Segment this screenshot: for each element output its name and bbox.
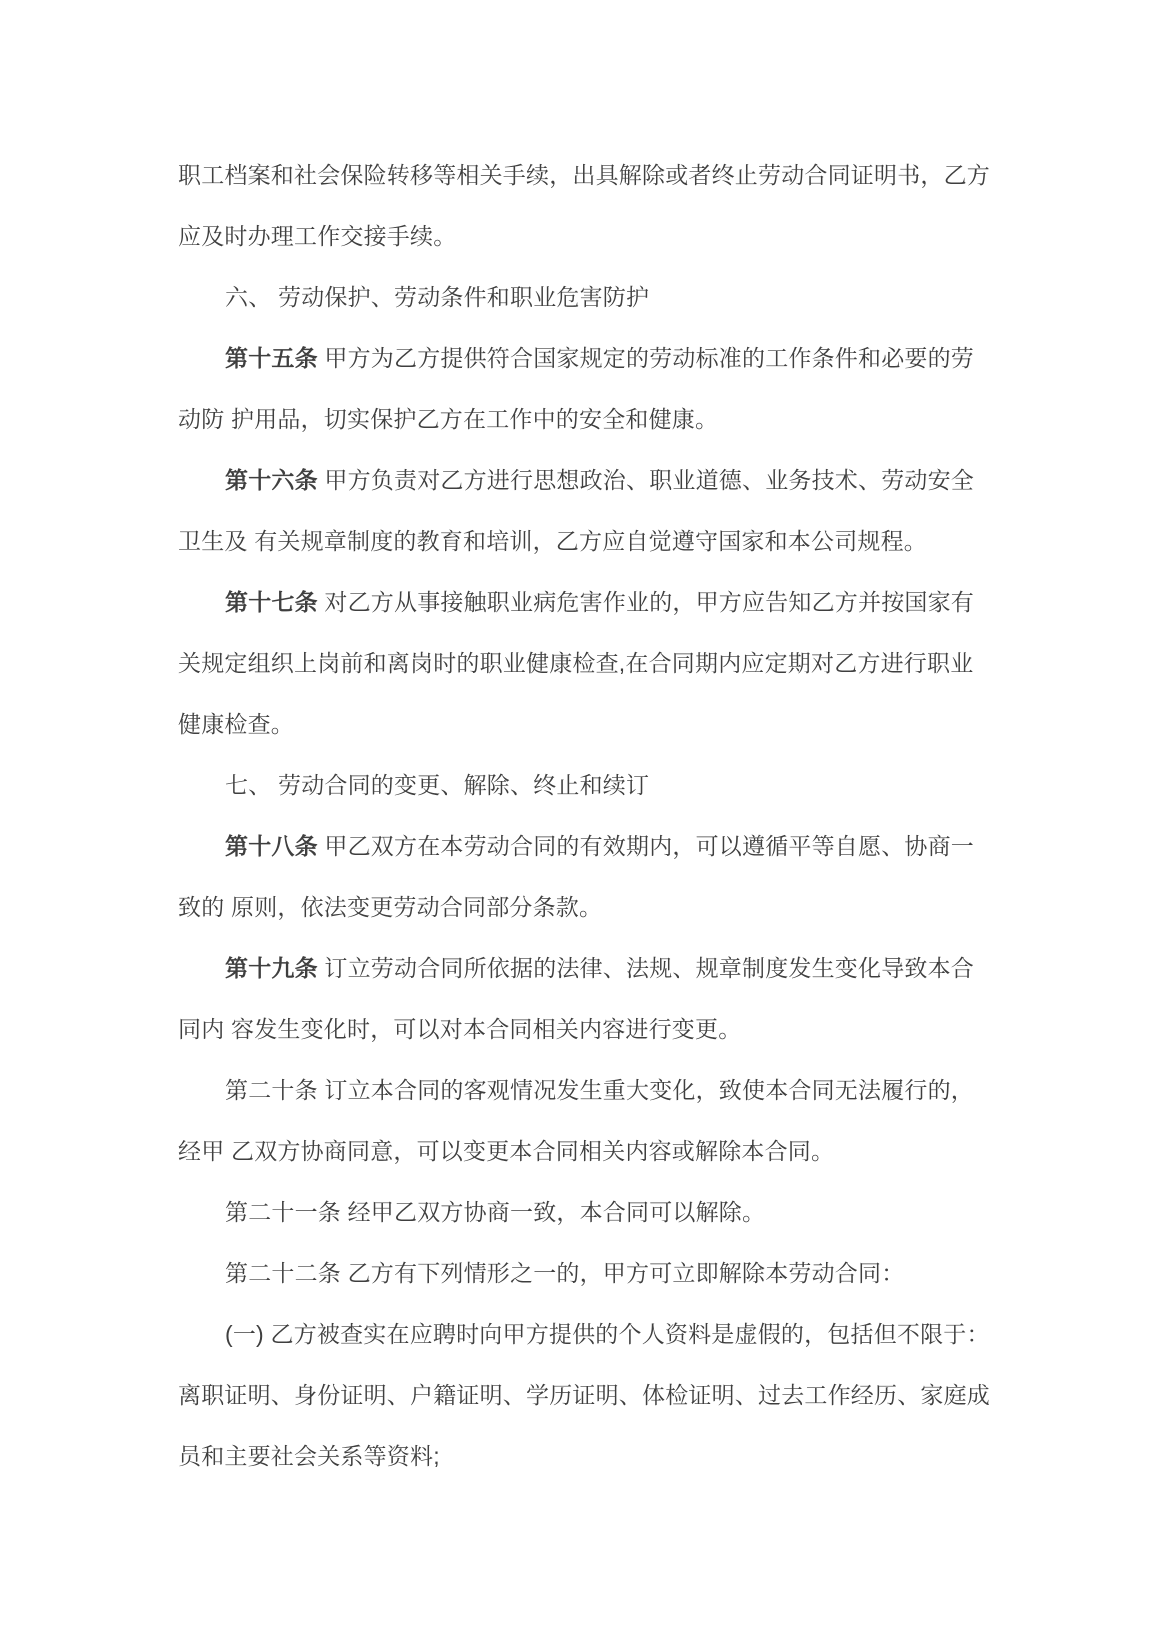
line-text: 职工档案和社会保险转移等相关手续，出具解除或者终止劳动合同证明书，乙方 [178, 162, 990, 188]
article-number: 第十六条 [225, 467, 318, 493]
line-text: 健康检查。 [178, 711, 294, 737]
document-line [178, 877, 1008, 938]
line-text: 第二十一条 经甲乙双方协商一致，本合同可以解除。 [225, 1199, 766, 1225]
line-text: (一) 乙方被查实在应聘时向甲方提供的个人资料是虚假的，包括但不限于： [225, 1321, 990, 1347]
line-text: 甲乙双方在本劳动合同的有效期内，可以遵循平等自愿、协商一 [317, 833, 975, 859]
document-line [178, 511, 1008, 572]
line-text: 应及时办理工作交接手续。 [178, 223, 457, 249]
line-text: 订立劳动合同所依据的法律、法规、规章制度发生变化导致本合 [317, 955, 975, 981]
line-text: 六、 劳动保护、劳动条件和职业危害防护 [225, 284, 650, 310]
document-line [178, 694, 1008, 755]
document-line [178, 1121, 1008, 1182]
document-line [178, 1182, 1008, 1243]
line-text: 甲方负责对乙方进行思想政治、职业道德、业务技术、劳动安全 [317, 467, 975, 493]
article-number: 第十八条 [225, 833, 318, 859]
document-line [178, 938, 1008, 999]
section-heading-6 [178, 267, 1008, 328]
document-line [178, 572, 1008, 633]
article-number: 第十九条 [225, 955, 318, 981]
article-number: 第十五条 [225, 345, 318, 371]
document-line [178, 389, 1008, 450]
document-line [178, 633, 1008, 694]
line-text: 第二十条 订立本合同的客观情况发生重大变化，致使本合同无法履行的， [225, 1077, 974, 1103]
document-line [178, 328, 1008, 389]
line-text: 离职证明、身份证明、户籍证明、学历证明、体检证明、过去工作经历、家庭成 [178, 1382, 990, 1408]
line-text: 员和主要社会关系等资料; [178, 1443, 440, 1469]
document-line [178, 1243, 1008, 1304]
line-text: 动防 护用品，切实保护乙方在工作中的安全和健康。 [178, 406, 719, 432]
contract-page [178, 145, 1008, 1487]
document-line [178, 1060, 1008, 1121]
article-number: 第十七条 [225, 589, 318, 615]
document-line [178, 1304, 1008, 1365]
document-line [178, 999, 1008, 1060]
line-text: 七、 劳动合同的变更、解除、终止和续订 [225, 772, 650, 798]
document-line [178, 206, 1008, 267]
line-text: 甲方为乙方提供符合国家规定的劳动标准的工作条件和必要的劳 [317, 345, 975, 371]
line-text: 卫生及 有关规章制度的教育和培训，乙方应自觉遵守国家和本公司规程。 [178, 528, 927, 554]
document-line [178, 816, 1008, 877]
document-line [178, 145, 1008, 206]
line-text: 致的 原则，依法变更劳动合同部分条款。 [178, 894, 603, 920]
line-text: 同内 容发生变化时，可以对本合同相关内容进行变更。 [178, 1016, 742, 1042]
line-text: 对乙方从事接触职业病危害作业的，甲方应告知乙方并按国家有 [317, 589, 975, 615]
line-text: 第二十二条 乙方有下列情形之一的，甲方可立即解除本劳动合同： [225, 1260, 905, 1286]
document-line [178, 1365, 1008, 1426]
line-text: 关规定组织上岗前和离岗时的职业健康检查,在合同期内应定期对乙方进行职业 [178, 650, 974, 676]
section-heading-7 [178, 755, 1008, 816]
document-line [178, 450, 1008, 511]
document-line [178, 1426, 1008, 1487]
line-text: 经甲 乙双方协商同意，可以变更本合同相关内容或解除本合同。 [178, 1138, 835, 1164]
